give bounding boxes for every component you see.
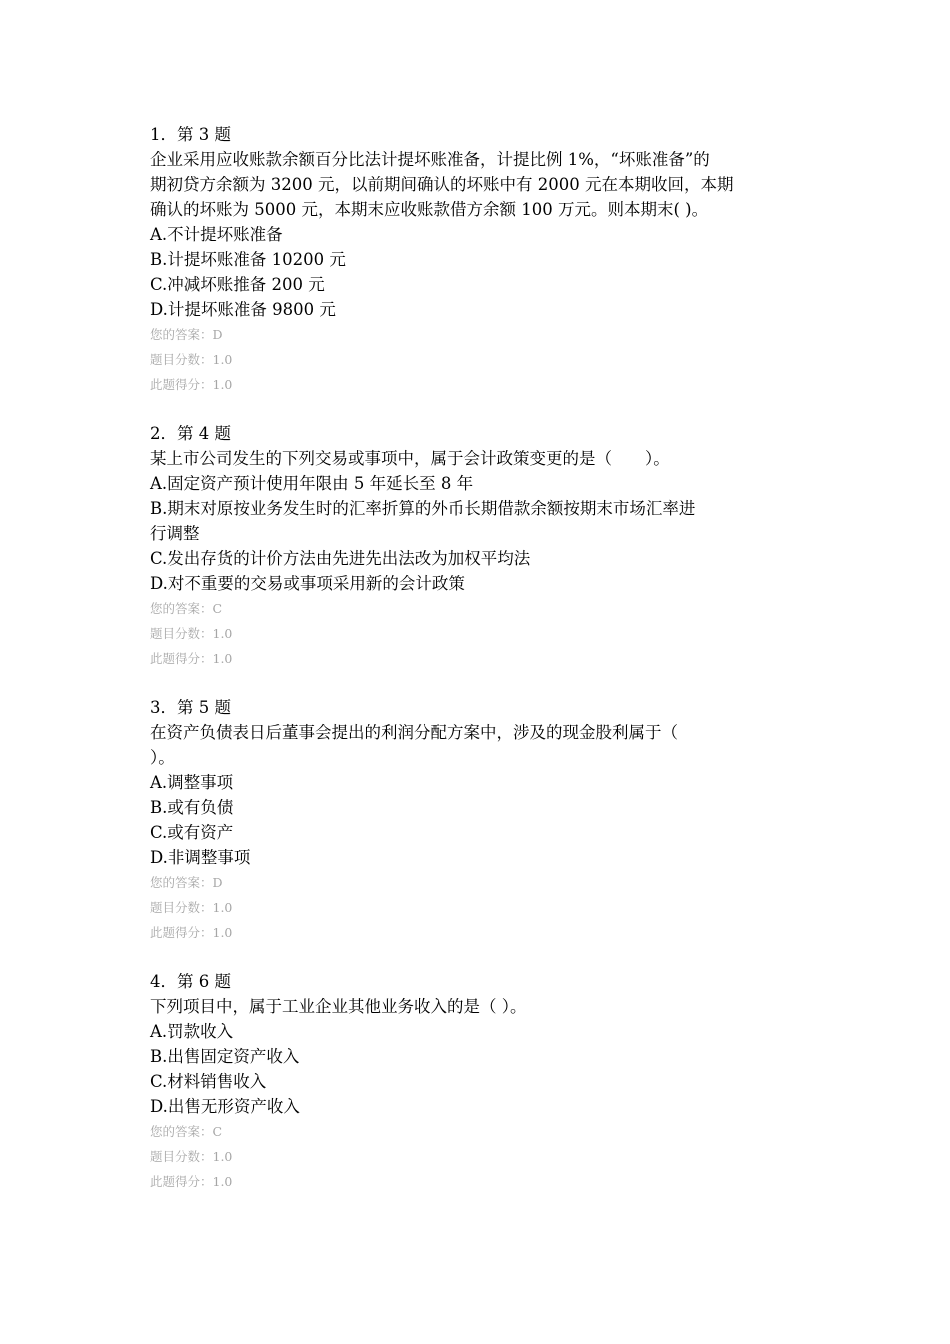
question-title: 1．第 3 题	[150, 125, 231, 144]
option-a: A.固定资产预计使用年限由 5 年延长至 8 年	[150, 474, 474, 493]
question-score: 题目分数：1.0	[150, 900, 233, 915]
option-d: D.计提坏账准备 9800 元	[150, 300, 336, 319]
question-3	[150, 695, 810, 945]
your-answer: 您的答案：D	[150, 875, 223, 890]
option-c: C.或有资产	[150, 823, 234, 842]
option-c: C.冲减坏账推备 200 元	[150, 275, 325, 294]
earned-score: 此题得分：1.0	[150, 377, 233, 392]
question-text: 某上市公司发生的下列交易或事项中，属于会计政策变更的是（ ）。	[150, 449, 670, 468]
option-a: A.罚款收入	[150, 1022, 234, 1041]
option-b: B.或有负债	[150, 798, 234, 817]
question-score: 题目分数：1.0	[150, 626, 233, 641]
question-2	[150, 421, 810, 671]
option-a: A.不计提坏账准备	[150, 225, 283, 244]
question-4	[150, 969, 810, 1194]
option-a: A.调整事项	[150, 773, 234, 792]
question-score: 题目分数：1.0	[150, 1149, 233, 1164]
question-score: 题目分数：1.0	[150, 352, 233, 367]
option-d: D.非调整事项	[150, 848, 251, 867]
question-text: 下列项目中，属于工业企业其他业务收入的是（ ）。	[150, 997, 527, 1016]
option-c: C.发出存货的计价方法由先进先出法改为加权平均法	[150, 549, 531, 568]
option-d: D.出售无形资产收入	[150, 1097, 300, 1116]
question-1	[150, 122, 810, 397]
your-answer: 您的答案：D	[150, 327, 223, 342]
your-answer: 您的答案：C	[150, 1124, 223, 1139]
earned-score: 此题得分：1.0	[150, 651, 233, 666]
earned-score: 此题得分：1.0	[150, 925, 233, 940]
question-title: 2．第 4 题	[150, 424, 231, 443]
question-text: 在资产负债表日后董事会提出的利润分配方案中，涉及的现金股利属于（ ）。	[150, 723, 678, 767]
option-c: C.材料销售收入	[150, 1072, 267, 1091]
option-b: B.计提坏账准备 10200 元	[150, 250, 346, 269]
question-title: 4．第 6 题	[150, 972, 231, 991]
earned-score: 此题得分：1.0	[150, 1174, 233, 1189]
option-d: D.对不重要的交易或事项采用新的会计政策	[150, 574, 465, 593]
document-page	[150, 122, 810, 1218]
question-title: 3．第 5 题	[150, 698, 231, 717]
question-text: 企业采用应收账款余额百分比法计提坏账准备，计提比例 1%，“坏账准备”的 期初贷方余额为 3200 元，以前期间确认的坏账中有 2000 元在本期收回，本期 确认的坏账为 5000 元，本期末应收账款借方余额 100 万元。则本期末( )。	[150, 150, 734, 219]
option-b: B.出售固定资产收入	[150, 1047, 300, 1066]
your-answer: 您的答案：C	[150, 601, 223, 616]
option-b: B.期末对原按业务发生时的汇率折算的外币长期借款余额按期末市场汇率进 行调整	[150, 499, 696, 543]
